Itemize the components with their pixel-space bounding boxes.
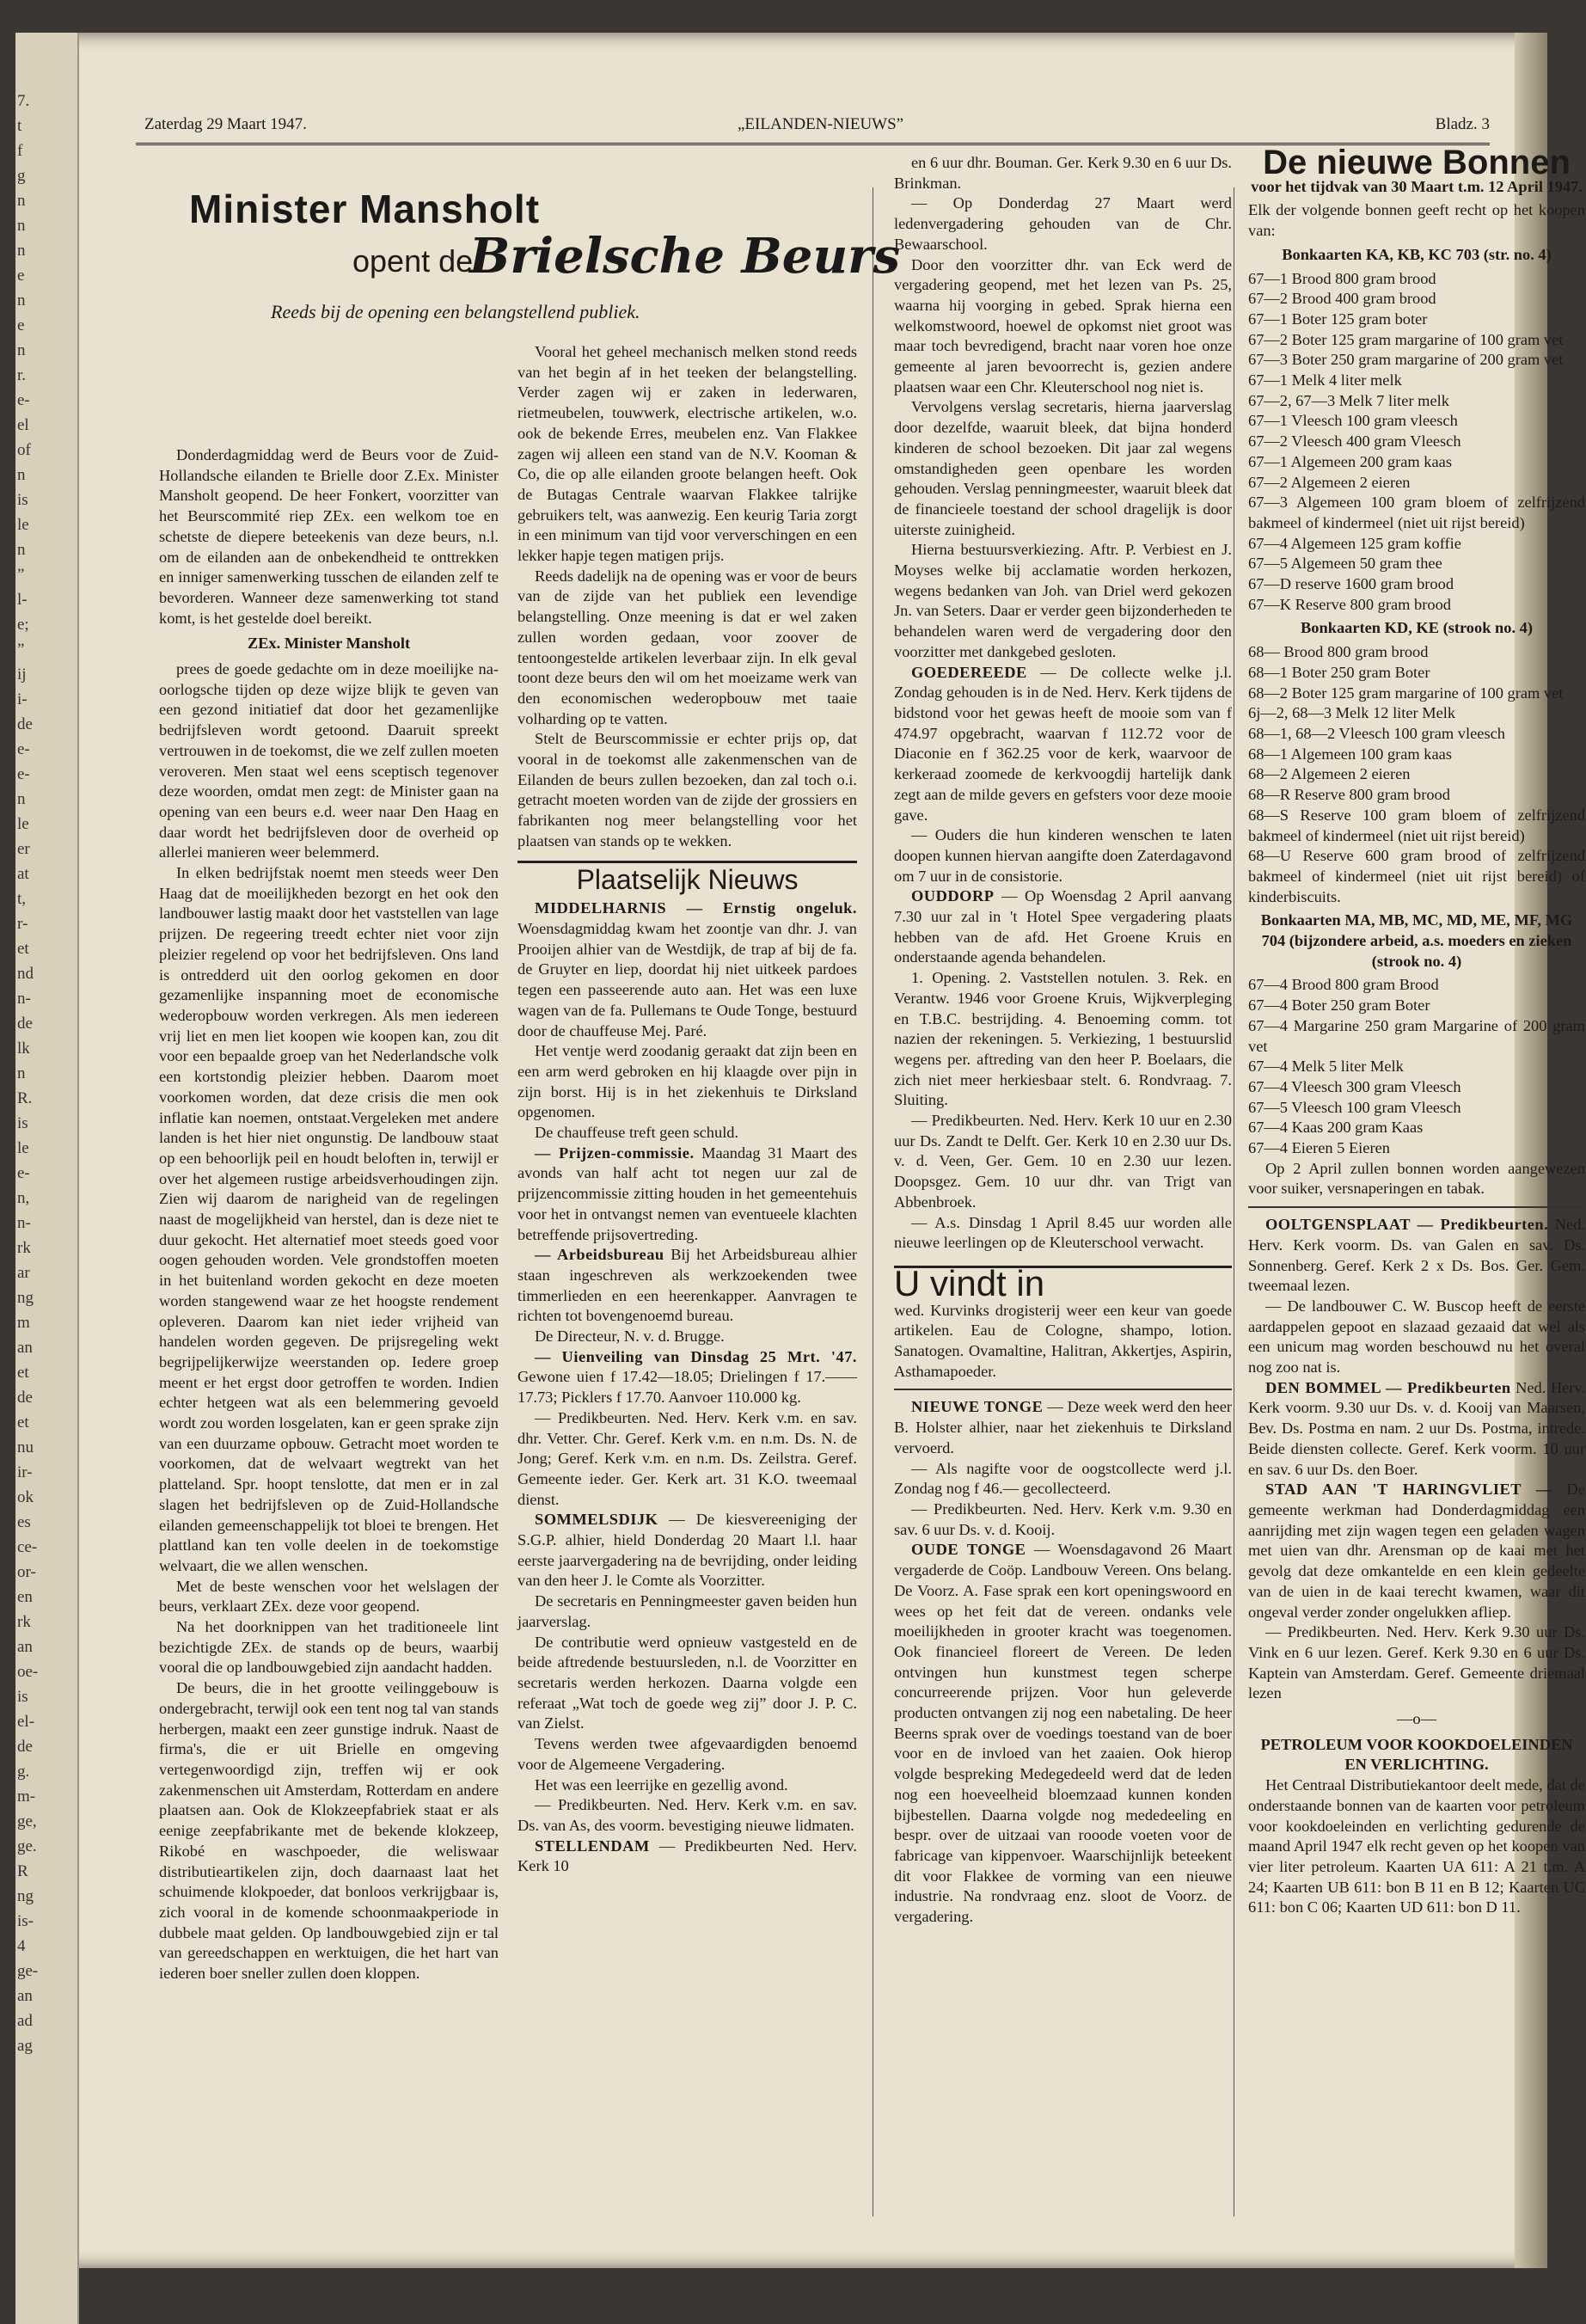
- news-item: [517, 1347, 857, 1408]
- news-item-head: — Uienveiling van Dinsdag 25 Mrt. '47.: [535, 1347, 857, 1365]
- left-strip-fragment: n: [17, 541, 26, 559]
- left-strip-fragment: ok: [17, 1488, 34, 1506]
- paragraph: Stelt de Beurscommissie er echter prijs op, dat vooral in de toekomst alle zakenmenschen van de Eilanden de beurs zullen bezoeken, dan zal toch o.i. getracht moeten worden van de zijde der grossiers en fabrikanten nog meer belangstelling voor het plaatsen van stands op te wekken.: [517, 730, 857, 849]
- news-item-text: Het was een leerrijke en gezellig avond.: [535, 1775, 788, 1794]
- header-date: Zaterdag 29 Maart 1947.: [144, 115, 307, 133]
- bonnen-item: 67—4 Melk 5 liter Melk: [1248, 1058, 1404, 1076]
- left-strip-fragment: m: [17, 1314, 30, 1332]
- news-item: [894, 255, 1232, 398]
- header-paper-name: „EILANDEN-NIEUWS”: [738, 115, 904, 133]
- bonnen-item: 67—1 Algemeen 200 gram kaas: [1248, 452, 1452, 470]
- uvindt-text: wed. Kurvinks drogisterij weer een keur van goede artikelen. Eau de Cologne, shampo, lotion. Sanatogen. Ovamaltine, Halitran, Akkertjes, Aspirin, Asthamapoeder.: [894, 1301, 1232, 1380]
- left-strip-fragment: le: [17, 815, 29, 833]
- bonnen-item: 68—1, 68—2 Vleesch 100 gram vleesch: [1248, 724, 1505, 742]
- bonnen-item: 67—3 Algemeen 100 gram bloem of zelfrijzend bakmeel of kindermeel (niet uit rijst bereid): [1248, 494, 1585, 531]
- news-item-text: De contributie werd opnieuw vastgesteld en de beide aftredende bestuursleden, n.l. de Voorzitter en secretaris werden herkozen. Daarna volgde een referaat „Wat toch de goede weg zij” door J. P. C. van Zielst.: [517, 1633, 857, 1732]
- left-strip-fragment: oe-: [17, 1663, 39, 1681]
- bonnen-item: 67—1 Vleesch 100 gram vleesch: [1248, 412, 1458, 430]
- news-item: [517, 1775, 857, 1796]
- left-strip-fragment: e-: [17, 740, 30, 758]
- news-item: [517, 1123, 857, 1144]
- left-strip-fragment: n: [17, 466, 26, 484]
- header-page-number: Bladz. 3: [1435, 115, 1490, 133]
- paragraph: Reeds dadelijk na de opening was er voor de beurs van de zijde van het publiek een levendige belangstelling. Onze meening is dat er wel zaken zullen worden gedaan, voor zoover de tentoongestelde artikelen leverbaar zijn. In elk geval toont deze beurs den wil om het moeizame werk van den economischen wederopbouw met taaie volharding op te vatten.: [517, 567, 857, 727]
- left-strip-fragment: rk: [17, 1613, 31, 1631]
- bonnen-item: 67—2 Brood 400 gram brood: [1248, 290, 1436, 308]
- bonnen-item: 67—4 Algemeen 125 gram koffie: [1248, 534, 1461, 552]
- bonnen-item: 68—2 Algemeen 2 eieren: [1248, 765, 1411, 783]
- news-item-text: Door den voorzitter dhr. van Eck werd de vergadering geopend, met het lezen van Ps. 25, waarna hij voorging in gebed. Sprak hierna een welkomstwoord, hoewel de opkomst niet groot was maar toch bevredigend, bracht naar voren hoe onze gemeente al jaren bevoorrecht is, gezien andere plaatsen waar een Chr. Kleuterschool nog niet is.: [894, 255, 1232, 396]
- left-strip-fragment: g: [17, 167, 26, 185]
- left-strip-fragment: ge,: [17, 1812, 37, 1830]
- news-item-head: — Prijzen-commissie.: [535, 1144, 695, 1162]
- left-strip-fragment: an: [17, 1339, 33, 1357]
- news-item: [894, 153, 1232, 193]
- news-item-head: MIDDELHARNIS — Ernstig ongeluk.: [535, 899, 857, 917]
- news-item-text: Tevens werden twee afgevaardigden benoemd voor de Algemeene Vergadering.: [517, 1735, 857, 1773]
- news-item: [894, 540, 1232, 662]
- news-item-text: — Woensdagavond 26 Maart vergaderde de Coöp. Landbouw Vereen. Ons belang. De Voorz. A. Fase sprak een kort openingswoord en wees op het feit dat de vereen. ondanks vele moeilijkheden in grooter kracht was toegenomen. Ook financieel floreert de Vereen. De leden ontvingen hun kunstmest tegen scherpe concurreerende prijzen. Voor hun geleverde producten ontvangen zij nog een nabetaling. De heer Beerns sprak over de voedings toestand van de boer voor en de invloed van het zaaien. Ook hierop volgde bespreking Medegedeeld werd dat de leden nog een hoeveelheid bloemzaad kunnen konden bijbestellen. Daarna volgde nog mededeeling en bespr. over de uitzaai van rooode voeten voor de fabricage van kippenvoer. Waarschijnlijk beteekent dit voor Flakkee de vorming van een nieuwe industrie. Na rondvraag enz. sloot de Voorz. de vergadering.: [894, 1541, 1232, 1926]
- news-item-text: Woensdagmiddag kwam het zoontje van dhr. J. van Prooijen alhier van de Westdijk, de trap af bij de fa. de Gruyter en liep, doordat hij niet uitkeek pardoes tegen een passeerende auto aan. Het was een luxe wagen van de fa. Pullemans te Oude Tonge, bestuurd door de chauffeuse Mej. Paré.: [517, 919, 857, 1039]
- left-strip-fragment: t,: [17, 890, 27, 908]
- news-item-text: — Deze week werd den heer B. Holster alhier, naar het ziekenhuis te Dirksland vervoerd.: [894, 1398, 1232, 1456]
- bonnen-item: 68—S Reserve 100 gram bloem of zelfrijzend bakmeel of kindermeel (niet uit rijst bereid): [1248, 806, 1585, 844]
- left-strip-fragment: er: [17, 840, 30, 858]
- left-strip-fragment: f: [17, 142, 23, 160]
- left-strip-fragment: ir-: [17, 1463, 33, 1481]
- news-item: [517, 1734, 857, 1775]
- bonnen-group-head: Bonkaarten KA, KB, KC 703 (str. no. 4): [1282, 245, 1552, 263]
- bonnen-item: 67—4 Boter 250 gram Boter: [1248, 996, 1430, 1015]
- article-column-1: [159, 445, 499, 1984]
- news-list: [894, 153, 1232, 1254]
- bonnen-item: 67—1 Boter 125 gram boter: [1248, 310, 1428, 328]
- left-strip-fragment: de: [17, 1015, 33, 1033]
- newspaper-sheet: [15, 33, 1585, 2268]
- left-strip-fragment: e;: [17, 616, 29, 634]
- left-strip-fragment: nd: [17, 965, 34, 983]
- news-item-head: OUDDORP: [911, 887, 995, 905]
- left-strip-fragment: ng: [17, 1887, 34, 1905]
- news-item: [517, 1837, 857, 1877]
- news-item-head: OOLTGENSPLAAT — Predikbeurten.: [1265, 1216, 1549, 1234]
- bonnen-item: 67—1 Melk 4 liter melk: [1248, 371, 1402, 389]
- paragraph: In elken bedrijfstak noemt men steeds weer Den Haag dat de moeilijkheden bezorgt en het ook den landbouwer lastig maakt door het vaststellen van lage prijzen. De regeering treedt echter niet voor zijn pleizier regelend op voor het bedrijfsleven. Ons land is ontredderd uit den oorlog gekomen en door gezamenlijke inspanning moet de economische wederopbouw worden verkregen. Als men iedereen vrij liet en men liet koopen wie koopen kan, zou dit voor een bepaalde groep van het Nederlandsche volk een kortstondig pleizier hebben. Daarom moet voorkomen worden, dat deze crisis die men ook inflatie kan noemen, ontstaat.Vergeleken met andere landen is het hier niet ongunstig. De landbouw staat op een behoorlijk peil en houdt beloften in, terwijl er over het algemeen rustige arbeidsverhoudingen zijn. Zien wij daarom de narigheid van de regelingen naast de mogelijkheid van herstel, dan is deze niet te duur gekocht. Het alternatief moet steeds goed voor oogen gehouden worden. Vele grondstoffen moeten in het buitenland worden gekocht en deze moeten worden stangewend waar ze het hoogste rendement opleveren. Daarom kan niet ieder vrijheid van handelen worden gegeven. De prijsregeling wekt begrijpelijkerwijze weerstanden op. Iedere groep meent er het ergst door getroffen te worden. Indien echter hetgeen wat als een belemmering gevoeld wordt zou worden losgelaten, kan er geen sprake zijn van een duurzame opbouw. Getracht moet worden te voorkomen, dat de welvaart wegtrekt van het platteland. Spr. hoopt tenslotte, dat men er in zal slagen het bedrijfsleven op de Zuid-Hollandsche eilanden gemeenschappelijk tot bloei te brengen. Het plattland kan ten volle deelen in de toekomstige welvaart, die we allen wenschen.: [159, 864, 499, 1574]
- left-strip-fragment: of: [17, 441, 31, 459]
- left-strip-fragment: lk: [17, 1039, 30, 1058]
- news-item: [517, 1795, 857, 1836]
- left-strip-fragment: r-: [17, 915, 28, 933]
- petroleum-text: Het Centraal Distributiekantoor deelt mede, dat de onderstaande bonnen van de kaarten voor petroleum voor kookdoeleinden en verlichting gedurende de maand April 1947 elk recht geven op het koopen van vier liter petroleum. Kaarten UA 611: A 21 t.m. A 24; Kaarten UB 611: bon B 11 en B 12; Kaarten UC 611: bon C 06; Kaarten UD 611: bon D 11.: [1248, 1776, 1585, 1916]
- left-strip-fragment: n: [17, 341, 26, 359]
- news-item-text: Maandag 31 Maart des avonds van half acht tot negen uur zal de prijzencommissie zitting houden in het gemeentehuis voor het in ontvangst nemen van eventueele klachten betreffende prijsovertreding.: [517, 1144, 857, 1243]
- paragraph: Donderdagmiddag werd de Beurs voor de Zuid-Hollandsche eilanden te Brielle door Z.Ex. Minister Mansholt geopend. De heer Fonkert, voorzitter van het Beurscommité riep ZEx. een welkom toe en schetste de diepere beteekenis van deze beurs, n.l. om de eilanden aan de onbekendheid te onttrekken en inniger samenwerking tusschen de eilanden zelf te bevorderen. Wanneer deze samenwerking tot stand komt, is het gestelde doel bereikt.: [159, 446, 499, 627]
- bonnen-item: 67—4 Kaas 200 gram Kaas: [1248, 1119, 1424, 1137]
- left-strip-fragment: n-: [17, 1214, 31, 1232]
- news-item: [894, 825, 1232, 886]
- bonnen-item: 67—2 Boter 125 gram margarine of 100 gram vet: [1248, 330, 1564, 348]
- news-item: [517, 1633, 857, 1735]
- paragraph: Vooral het geheel mechanisch melken stond reeds van het begin af in het teeken der belangstelling. Verder zagen wij er zaken in lederwaren, rietmeubelen, touwwerk, electrische artikelen, w.o. ook de bekende Erres, meubelen enz. Van Flakkee zagen wij alleen een stand van de N.V. Kooman & Co, die op alle eilanden groote belangen heeft. Ook de Butagas Centrale waarvan Flakkee talrijke gebruikers telt, was aanwezig. Een keurig Taria zorgt in een minimum van tijd voor ververschingen en een lekker hapje tegen matigen prijs.: [517, 343, 857, 565]
- news-item-text: — Predikbeurten. Ned. Herv. Kerk 10 uur en 2.30 uur Ds. Zandt te Delft. Ger. Kerk 10 en 2.30 uur Ds. v. d. Veen, Ger. Gem. 10 en 2.30 uur lezen. Doopsgez. Gem. 10 uur dhr. van Trigt van Abbenbroek.: [894, 1112, 1232, 1211]
- news-item: [517, 1591, 857, 1632]
- news-item-text: — Als nagifte voor de oogstcollecte werd j.l. Zondag nog f 46.— gecollecteerd.: [894, 1459, 1232, 1498]
- left-strip-fragment: is: [17, 491, 28, 509]
- news-item: [894, 397, 1232, 540]
- left-strip-fragment: e-: [17, 765, 30, 783]
- divider: [1248, 1206, 1585, 1208]
- news-list: [1248, 1215, 1585, 1704]
- left-strip-fragment: de: [17, 1738, 33, 1756]
- news-item-text: — De landbouwer C. W. Buscop heeft de eerste aardappelen gepoot en slazaad gezaaid dat wel als een unicum mag worden beschouwd nu het overal nog zoo nat is.: [1248, 1297, 1585, 1377]
- news-item-text: Ned. Herv. Kerk voorm. Ds. van Galen en sav. Ds. Sonnenberg. Geref. Kerk 2 x Ds. Bos. Ger. Gem. tweemaal lezen.: [1248, 1216, 1585, 1295]
- left-strip-fragment: n: [17, 291, 26, 310]
- news-item: [894, 1499, 1232, 1540]
- paragraph: prees de goede gedachte om in deze moeilijke na-oorlogsche tijden op deze wijze blijk te geven van een gezond initiatief dat door het gezamenlijke bedrijfsleven wordt getoond. Daaruit spreekt vertrouwen in de toekomst, die we zelf zullen moeten veroveren. Men staat wel eens sceptisch tegenover deze woorden, omdat men zegt: de Minister gaan na opening van een beurs e.d. weer naar Den Haag en daar wordt het bedrijfsleven door de overheid op allerlei manieren weer belemmerd.: [159, 660, 499, 862]
- news-item: [894, 663, 1232, 826]
- left-strip-fragment: n-: [17, 990, 31, 1008]
- left-strip-fragment: ce-: [17, 1538, 38, 1556]
- newspaper-page: [95, 33, 1585, 2268]
- bonnen-item: 68—2 Boter 125 gram margarine of 100 gram vet: [1248, 684, 1564, 702]
- news-item: [894, 193, 1232, 254]
- left-strip-fragment: ge-: [17, 1962, 39, 1980]
- news-item-text: — Op Woensdag 2 April aanvang 7.30 uur zal in 't Hotel Spee vergadering plaats hebben van de afd. Het Groene Kruis en onderstaande agenda behandelen.: [894, 887, 1232, 966]
- left-strip-fragment: rk: [17, 1239, 31, 1257]
- bonnen-footer: Op 2 April zullen bonnen worden aangewezen voor suiker, versnaperingen en tabak.: [1248, 1159, 1585, 1198]
- news-item: [894, 1540, 1232, 1927]
- left-strip-fragment: el-: [17, 1713, 35, 1731]
- bonnen-item: 67—D reserve 1600 gram brood: [1248, 575, 1454, 593]
- left-strip-fragment: ”: [17, 641, 25, 659]
- bonnen-item: 67—1 Brood 800 gram brood: [1248, 269, 1436, 287]
- news-item: [1248, 1378, 1585, 1481]
- left-strip-fragment: n: [17, 217, 26, 235]
- news-item-text: — Predikbeurten. Ned. Herv. Kerk v.m. 9.30 en sav. 6 uur Ds. v. d. Kooij.: [894, 1500, 1232, 1538]
- news-item-text: Gewone uien f 17.42—18.05; Drielingen f 17.——17.73; Picklers f 17.70. Aanvoer 110.000 kg.: [517, 1368, 857, 1407]
- left-strip-fragment: r.: [17, 366, 27, 384]
- paragraph-subhead: ZEx. Minister Mansholt: [247, 635, 411, 653]
- left-strip-fragment: es: [17, 1513, 31, 1531]
- bonnen-item: 67—3 Boter 250 gram margarine of 200 gram vet: [1248, 351, 1564, 369]
- divider: [894, 1389, 1232, 1390]
- bonnen-intro: Elk der volgende bonnen geeft recht op het koopen van:: [1248, 201, 1585, 240]
- left-strip-fragment: de: [17, 1389, 33, 1407]
- news-item-text: — Predikbeurten. Ned. Herv. Kerk v.m. en sav. dhr. Vetter. Chr. Geref. Kerk v.m. en n.m. Ds. N. de Jong; Geref. Kerk v.m. en n.m. Ds. Zeilstra. Geref. Gemeente ieder. Ger. Kerk art. 31 K.O. tweemaal dienst.: [517, 1408, 857, 1508]
- bonnen-item: 67—4 Vleesch 300 gram Vleesch: [1248, 1077, 1461, 1095]
- news-item-head: STAD AAN 'T HARINGVLIET —: [1265, 1481, 1552, 1499]
- bonnen-item: 67—2, 67—3 Melk 7 liter melk: [1248, 391, 1449, 409]
- left-strip-fragment: ”: [17, 566, 25, 584]
- left-strip-fragment: et: [17, 940, 29, 958]
- news-item-head: — Arbeidsbureau: [535, 1246, 664, 1264]
- bonnen-item: 6j—2, 68—3 Melk 12 liter Melk: [1248, 704, 1456, 722]
- news-item: [894, 1459, 1232, 1499]
- left-strip-fragment: i-: [17, 690, 28, 708]
- news-item-text: — A.s. Dinsdag 1 April 8.45 uur worden alle nieuwe leerlingen op de Kleuterschool verwacht.: [894, 1213, 1232, 1252]
- news-list: [894, 1397, 1232, 1927]
- left-strip-fragment: R.: [17, 1089, 33, 1107]
- news-item-text: Ned. Herv. Kerk voorm. 9.30 uur Ds. v. d. Kooij van Maarsen, Bev. Ds. Postma en nam. 2 uur Ds. Postma, intrede. Beide diensten collecte. Geref. Kerk voorm. 10 uur en sav. 6 uur Ds. den Boer.: [1248, 1378, 1585, 1478]
- news-item-head: DEN BOMMEL — Predikbeurten: [1265, 1378, 1511, 1396]
- left-strip-fragment: at: [17, 865, 29, 883]
- bonnen-title: De nieuwe Bonnen: [1263, 144, 1571, 181]
- bonnen-item: 68—U Reserve 600 gram brood of zelfrijzend bakmeel of kindermeel (niet uit rijst bereid) of kinderbiscuits.: [1248, 847, 1585, 905]
- news-item-text: — De collecte welke j.l. Zondag gehouden is in de Ned. Herv. Kerk tijdens de bidstond voor het gewas heeft de mooie som van f 474.97 opgebracht, waarvan f 112.72 voor de Diaconie en f 362.25 voor de kerk, waarvoor de kerkeraad zoomede de kerkvoogdij hartelijk dank zegt aan de milde gevers en gefsters voor deze mooie gave.: [894, 663, 1232, 824]
- news-item: [894, 1111, 1232, 1213]
- left-strip-fragment: n,: [17, 1189, 30, 1207]
- news-item: [894, 1397, 1232, 1458]
- bonnen-item: 67—4 Eieren 5 Eieren: [1248, 1139, 1390, 1157]
- news-item-head: NIEUWE TONGE: [911, 1398, 1044, 1416]
- left-strip-fragment: e-: [17, 391, 30, 409]
- left-strip-fragment: et: [17, 1413, 29, 1432]
- left-strip-fragment: n: [17, 242, 26, 260]
- left-strip-fragment: et: [17, 1364, 29, 1382]
- section-title-uvindt: U vindt in: [894, 1266, 1232, 1294]
- bonnen-group-head: Bonkaarten MA, MB, MC, MD, ME, MF, MG 704 (bijzondere arbeid, a.s. moeders en zieken (strook no. 4): [1260, 911, 1573, 970]
- left-strip-fragment: ij: [17, 665, 27, 684]
- left-strip-fragment: g.: [17, 1763, 30, 1781]
- news-item-text: — Op Donderdag 27 Maart werd ledenvergadering gehouden van de Chr. Bewaarschool.: [894, 194, 1232, 253]
- bonnen-item: 68—1 Algemeen 100 gram kaas: [1248, 745, 1452, 763]
- bonnen-item: 68—1 Boter 250 gram Boter: [1248, 663, 1430, 681]
- bonnen-period: voor het tijdvak van 30 Maart t.m. 12 April 1947.: [1251, 177, 1583, 195]
- left-strip-fragment: de: [17, 715, 33, 733]
- news-item-text: — Ouders die hun kinderen wenschen te laten doopen kunnen hiervan aangifte doen Zaterdagavond om 7 uur in de consistorie.: [894, 826, 1232, 885]
- bonnen-item: 67—5 Vleesch 100 gram Vleesch: [1248, 1098, 1461, 1116]
- news-item: [894, 1213, 1232, 1254]
- news-item: [517, 898, 857, 1041]
- news-item-text: Bij het Arbeidsbureau alhier staan ingeschreven als werkzoekenden twee timmerlieden en een heerenkapper. Aanvragen te richten tot bovengenoemd bureau.: [517, 1246, 857, 1325]
- news-item-text: De secretaris en Penningmeester gaven beiden hun jaarverslag.: [517, 1592, 857, 1630]
- left-strip-fragment: e: [17, 267, 25, 285]
- left-strip-fragment: n: [17, 790, 26, 808]
- left-strip-fragment: le: [17, 1139, 29, 1157]
- left-strip-fragment: n: [17, 1064, 26, 1082]
- paragraph: Met de beste wenschen voor het welslagen der beurs, verklaart ZEx. deze voor geopend.: [159, 1577, 499, 1616]
- news-item: [517, 1041, 857, 1123]
- news-item-text: Hierna bestuursverkiezing. Aftr. P. Verbiest en J. Moyses welke bij acclamatie worden herkozen, wegens bedanken van Joh. van Driel werd gekozen Jn. van Seters. Daar er verder geen bijzonderheden te behandelen waren werd de vergadering door den voorzitter met dankgebed gesloten.: [894, 541, 1232, 660]
- left-strip-fragment: is-: [17, 1912, 34, 1930]
- news-item: [517, 1245, 857, 1327]
- bonnen-item: 67—4 Brood 800 gram Brood: [1248, 976, 1439, 994]
- divider-ornament: —o—: [1397, 1710, 1436, 1728]
- bonnen-item: 67—5 Algemeen 50 gram thee: [1248, 555, 1442, 573]
- news-item: [1248, 1622, 1585, 1704]
- page-header: [136, 108, 1490, 145]
- left-strip-fragment: el: [17, 416, 29, 434]
- left-strip-fragment: m-: [17, 1787, 36, 1806]
- paragraph: Na het doorknippen van het traditioneele lint bezichtigde ZEx. de stands op de beurs, waarbij vooral die op landbouwgebied zijn aandacht hadden.: [159, 1618, 499, 1677]
- left-strip-fragment: ag: [17, 2037, 33, 2055]
- bonnen-item: 67—2 Algemeen 2 eieren: [1248, 473, 1411, 491]
- plaatselijk-list: [517, 898, 857, 1877]
- left-strip-fragment: l-: [17, 591, 28, 609]
- news-item: [517, 1408, 857, 1511]
- left-strip-fragment: is: [17, 1688, 28, 1706]
- news-item-text: Vervolgens verslag secretaris, hierna jaarverslag door dezelfde, waaruit bleek, dat bijna honderd kinderen de school bezoeken. Dit jaar zal wegens omstandigheden geen openbare les worden gehouden. Verslag penningmeester, waaruit bleek dat de financieele toestand der school dragelijk is door uiterste zuinigheid.: [894, 398, 1232, 538]
- bonnen-column: [1248, 144, 1585, 1918]
- left-strip-fragment: an: [17, 1987, 33, 2005]
- bonnen-groups: [1248, 245, 1585, 1159]
- left-strip-fragment: le: [17, 516, 29, 534]
- news-item: [1248, 1297, 1585, 1378]
- bonnen-item: 68— Brood 800 gram brood: [1248, 643, 1429, 661]
- news-item-text: — Predikbeurten Ned. Herv. Kerk 10: [517, 1837, 857, 1875]
- news-item-head: OUDE TONGE: [911, 1541, 1026, 1559]
- left-strip-fragment: en: [17, 1588, 33, 1606]
- news-item: [517, 1510, 857, 1591]
- news-item-text: — De kiesvereeniging der S.G.P. alhier, hield Donderdag 20 Maart l.l. haar eerste jaarvergadering na de bevrijding, onder leiding van den heer J. le Comte als Voorzitter.: [517, 1511, 857, 1590]
- left-strip-fragment: ge.: [17, 1837, 37, 1855]
- article-subheadline: Reeds bij de opening een belangstellend publiek.: [271, 301, 640, 322]
- left-strip-fragment: ng: [17, 1289, 34, 1307]
- bonnen-item: 67—4 Margarine 250 gram Margarine of 200 gram vet: [1248, 1016, 1585, 1055]
- left-strip-fragment: an: [17, 1638, 33, 1656]
- news-item: [517, 1144, 857, 1246]
- left-strip-fragment: n: [17, 192, 26, 210]
- left-strip-fragment: e-: [17, 1164, 30, 1182]
- left-page-strip: [15, 33, 79, 2324]
- news-item: [1248, 1480, 1585, 1622]
- news-item-text: De gemeente werkman had Donderdagmiddag een aanrijding met zijn wagen tegen een geladen wagen met uien van dhr. Arensman op de kaai met het gevolg dat deze omkantelde en een klein gedeelte van de uien in de kaai terecht kwamen, waar dit ongeval verder zonder ongelukken afliep.: [1248, 1481, 1585, 1621]
- left-strip-fragment: R: [17, 1862, 28, 1880]
- left-strip-fragment: or-: [17, 1563, 36, 1581]
- section-title-plaatselijk: Plaatselijk Nieuws: [517, 861, 857, 891]
- news-item-head: STELLENDAM: [535, 1837, 650, 1855]
- left-strip-fragment: ar: [17, 1264, 30, 1282]
- news-item-text: De chauffeuse treft geen schuld.: [535, 1124, 739, 1142]
- news-item: [517, 1327, 857, 1347]
- left-strip-fragment: 7.: [17, 92, 30, 110]
- news-column-3: [894, 153, 1232, 1928]
- bonnen-item: 67—2 Vleesch 400 gram Vleesch: [1248, 432, 1461, 451]
- paragraph: De beurs, die in het grootte veilinggebouw is ondergebracht, terwijl ook een tent nog tal van stands herbergen, maakt een zeer gunstige indruk. Naast de firma's, die er uit Brielle en omgeving vertegenwoordigd zijn, treffen wij er ook zakenmenschen uit Amsterdam, Rotterdam en andere plaatsen aan. Ook de Klokzeepfabriek staat er als eenige zeepfabrikante met de bekende klokzeep, Rikobé en waschpoeder, die weliswaar distributieartikelen zijn, doch daarnaast laat het schuimende klokpoeder, dat bonloos verkrijgbaar is, zich vooral in de komende schoonmaakperiode in dubbele maat gelden. Op landbouwgebied zijn er tal van gereedschappen en werktuigen, die het hart van iederen boer sneller zullen doen kloppen.: [159, 1679, 499, 1983]
- news-item-text: 1. Opening. 2. Vaststellen notulen. 3. Rek. en Verantw. 1946 voor Groene Kruis, Wijkverpleging en T.B.C. bestrijding. 4. Benoeming comm. tot nazien der rekeningen. 5. Verkiezing, 1 bestuurslid wegens per. aftreding van den heer P. Boelaars, die zich niet meer herkiesbaar stelt. 6. Rondvraag. 7. Sluiting.: [894, 969, 1232, 1109]
- news-item-text: en 6 uur dhr. Bouman. Ger. Kerk 9.30 en 6 uur Ds. Brinkman.: [894, 154, 1232, 192]
- news-item: [894, 968, 1232, 1111]
- news-item-text: De Directeur, N. v. d. Brugge.: [535, 1328, 725, 1346]
- article-headline-beurs: Brielsche Beurs: [469, 228, 901, 285]
- left-strip-fragment: is: [17, 1114, 28, 1132]
- left-strip-fragment: ad: [17, 2012, 33, 2030]
- petroleum-title: PETROLEUM VOOR KOOKDOELEINDEN EN VERLICHTING.: [1260, 1735, 1573, 1774]
- news-item-head: SOMMELSDIJK: [535, 1511, 658, 1529]
- bonnen-item: 67—K Reserve 800 gram brood: [1248, 595, 1451, 613]
- news-item: [1248, 1215, 1585, 1297]
- left-strip-fragment: t: [17, 117, 22, 135]
- left-strip-fragment: 4: [17, 1937, 26, 1955]
- article-column-2: [517, 342, 857, 1877]
- article-headline: Minister Mansholt: [189, 187, 541, 231]
- left-strip-fragment: e: [17, 316, 25, 334]
- news-item-text: — Predikbeurten. Ned. Herv. Kerk v.m. en sav. Ds. van As, des voorm. bevestiging nieuwe lidmaten.: [517, 1796, 857, 1834]
- news-item: [894, 886, 1232, 968]
- bonnen-item: 68—R Reserve 800 gram brood: [1248, 786, 1450, 804]
- article-headline-opent: opent de: [352, 243, 474, 279]
- bonnen-group-head: Bonkaarten KD, KE (strook no. 4): [1301, 619, 1533, 637]
- news-item-text: — Predikbeurten. Ned. Herv. Kerk 9.30 uur Ds. Vink en 6 uur lezen. Geref. Kerk 9.30 en 6 uur Ds. Kaptein van Amsterdam. Geref. Gemeente driemaal lezen: [1248, 1623, 1585, 1702]
- left-strip-fragment: nu: [17, 1438, 34, 1456]
- news-item-text: Het ventje werd zoodanig geraakt dat zijn been en een arm werd gebroken en hij klaagde over pijn in zijn borst. Hij is in het ziekenhuis te Dirksland opgenomen.: [517, 1042, 857, 1121]
- news-item-head: GOEDEREEDE: [911, 663, 1027, 681]
